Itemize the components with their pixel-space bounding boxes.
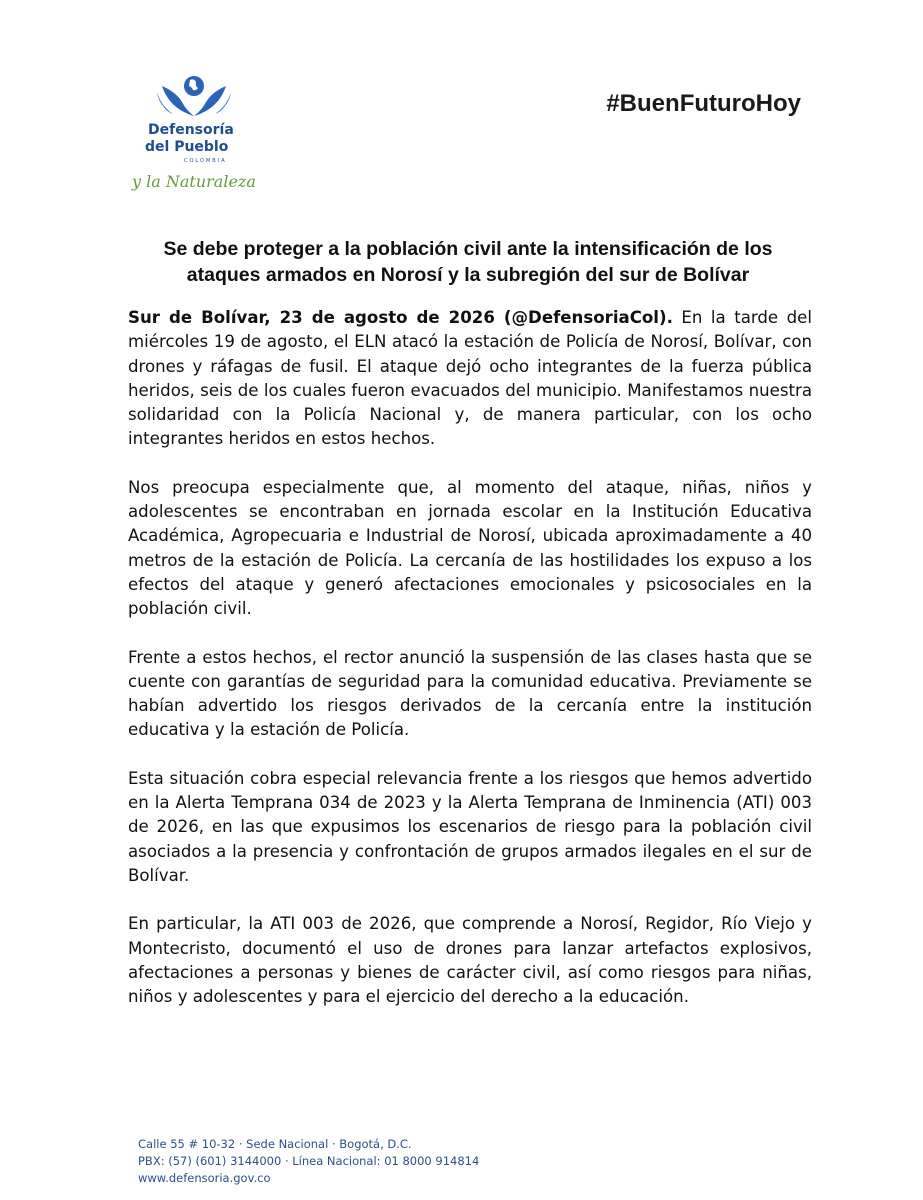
campaign-hashtag <box>606 90 801 118</box>
press-release-body <box>128 306 812 1033</box>
paragraph-3: Frente a estos hechos, el rector anunció la suspensión de las clases hasta que se cuente con garantías de seguridad para la comunidad educativa. Previamente se habían advertido los riesgos derivados de la cercanía entre la institución educativa y la estación de Policía. <box>128 647 812 740</box>
logo-tagline: y la Naturaleza <box>132 172 256 191</box>
footer-website: www.defensoria.gov.co <box>138 1171 271 1185</box>
paragraph-1 <box>128 306 812 452</box>
logo-country: COLOMBIA <box>184 158 227 164</box>
logo-name <box>145 122 234 156</box>
paragraph-4: Esta situación cobra especial relevancia frente a los riesgos que hemos advertido en la Alerta Temprana 034 de 2023 y la Alerta Temprana de Inminencia (ATI) 003 de 2026, en las que expusimos los escenarios de riesgo para la población civil asociados a la presencia y confrontación de grupos armados ilegales en el sur de Bolívar. <box>128 768 812 885</box>
defensoria-logo <box>132 72 262 202</box>
dateline: Sur de Bolívar, 23 de agosto de 2026 (@DefensoriaCol). <box>128 308 673 327</box>
logo-line-1: Defensoría <box>148 122 234 138</box>
contact-footer <box>138 1136 479 1187</box>
hands-globe-icon <box>154 72 234 122</box>
footer-phone: PBX: (57) (601) 3144000 · Línea Nacional: 01 8000 914814 <box>138 1154 480 1168</box>
press-release-title: Se debe proteger a la población civil ante la intensificación de los ataques armados en Norosí y la subregión del sur de Bolívar <box>163 238 773 286</box>
hashtag-part-1: #Buen <box>606 90 680 117</box>
paragraph-5: En particular, la ATI 003 de 2026, que comprende a Norosí, Regidor, Río Viejo y Montecristo, documentó el uso de drones para lanzar artefactos explosivos, afectaciones a personas y bienes de carácter civil, así como riesgos para niñas, niños y adolescentes y para el ejercicio del derecho a la educación. <box>128 914 812 1007</box>
hashtag-part-2: FuturoHoy <box>679 90 801 117</box>
logo-line-2: del Pueblo <box>145 139 229 155</box>
footer-address: Calle 55 # 10-32 · Sede Nacional · Bogotá, D.C. <box>138 1137 412 1151</box>
paragraph-2: Nos preocupa especialmente que, al momento del ataque, niñas, niños y adolescentes se encontraban en jornada escolar en la Institución Educativa Académica, Agropecuaria e Industrial de Norosí, ubicada aproximadamente a 40 metros de la estación de Policía. La cercanía de las hostilidades los expuso a los efectos del ataque y generó afectaciones emocionales y psicosociales en la población civil. <box>128 477 812 619</box>
paragraph-1-text: En la tarde del miércoles 19 de agosto, el ELN atacó la estación de Policía de Norosí, Bolívar, con drones y ráfagas de fusil. El ataque dejó ocho integrantes de la fuerza pública heridos, seis de los cuales fueron evacuados del municipio. Manifestamos nuestra solidaridad con la Policía Nacional y, de manera particular, con los ocho integrantes heridos en estos hechos. <box>128 308 812 449</box>
